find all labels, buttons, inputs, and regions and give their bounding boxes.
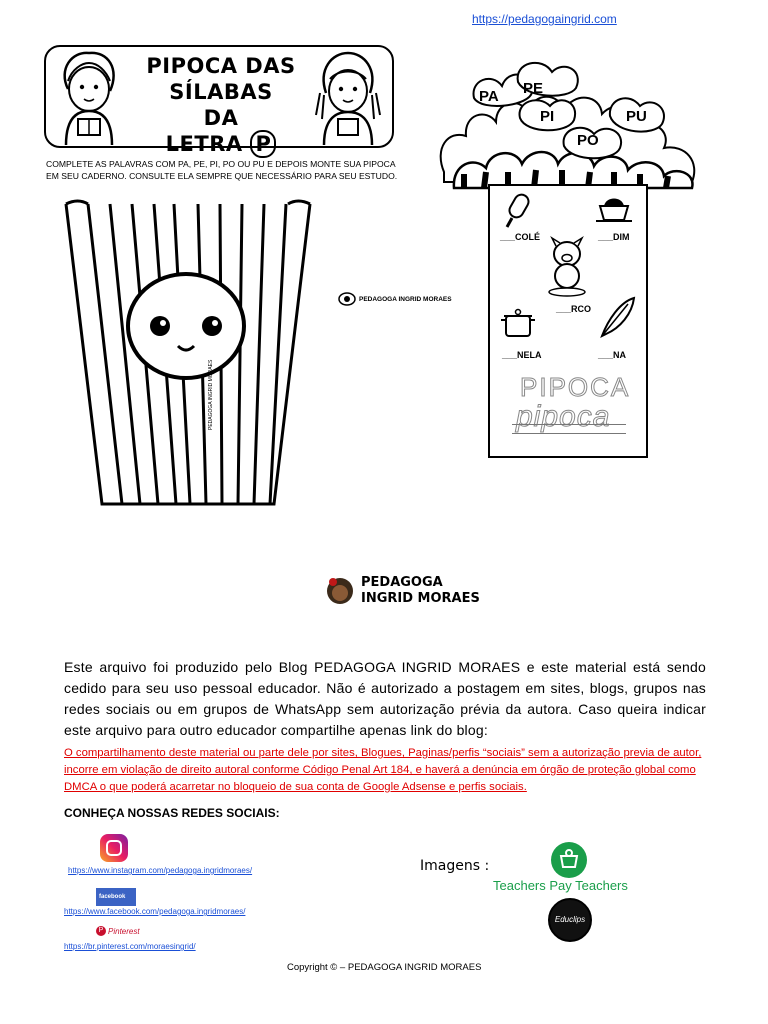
popsicle-icon	[504, 192, 538, 230]
instagram-link[interactable]: https://www.instagram.com/pedagoga.ingridmoraes/	[68, 866, 253, 875]
banner-line-2: SÍLABAS	[169, 80, 273, 104]
author-logo-line-1: PEDAGOGA	[361, 575, 443, 590]
popcorn-bucket	[58, 196, 318, 512]
trace-line	[512, 433, 626, 434]
pig-icon	[542, 234, 592, 298]
author-avatar-icon	[325, 576, 355, 606]
word-pudim: ___DIM	[598, 232, 630, 242]
small-logo	[338, 292, 452, 306]
word-pena: ___NA	[598, 350, 627, 360]
syllable-pi: PI	[540, 108, 555, 125]
small-logo-text: PEDAGOGA INGRID MORAES	[359, 295, 452, 303]
facebook-link[interactable]: https://www.facebook.com/pedagoga.ingridmoraes/	[64, 907, 246, 916]
trace-upper: PIPOCA	[520, 372, 631, 402]
trace-line	[512, 424, 626, 425]
syllable-pa: PA	[479, 88, 499, 105]
facebook-icon[interactable]: facebook	[96, 888, 136, 906]
bucket-credit: PEDAGOGA INGRID MORAES	[208, 359, 214, 430]
pinterest-link[interactable]: https://br.pinterest.com/moraesingrid/	[64, 942, 196, 951]
word-porco: ___RCO	[556, 304, 592, 314]
social-title: CONHEÇA NOSSAS REDES SOCIAIS:	[64, 806, 280, 820]
popcorn-box	[488, 184, 648, 458]
pot-icon	[498, 304, 538, 340]
title-banner	[44, 45, 394, 156]
legal-warning: O compartilhamento deste material ou parte dele por sites, Blogues, Paginas/perfis “sociais” sem a autorização previa de autor, incorre em violação de direito autoral conforme Código Penal Art 184, e haverá a denúncia em órgão de proteção global como DMCA o que poderá acarretar no bloqueio de sua conta de Google Adsense e perfis sociais.	[64, 747, 702, 793]
tpt-credit: Teachers Pay Teachers	[493, 878, 628, 893]
feather-icon	[598, 294, 638, 340]
author-logo	[325, 575, 480, 607]
syllable-pe: PE	[523, 80, 544, 97]
banner-title	[146, 53, 296, 157]
blog-link[interactable]: https://pedagogaingrid.com	[472, 12, 617, 26]
copyright-notice: Este arquivo foi produzido pelo Blog PEDAGOGA INGRID MORAES e este material está sendo cedido para seu uso pessoal educador. Não é autorizado a postagem em sites, blogs, grupos nas redes sociais ou em grupos de WhatsApp sem autorização prévia da autora. Caso queira indicar este arquivo para outro educador compartilhe apenas link do blog:	[64, 659, 706, 738]
syllable-pu: PU	[626, 108, 647, 125]
tpt-logo-icon	[550, 841, 588, 879]
boy-illustration	[54, 49, 124, 145]
instructions-text: COMPLETE AS PALAVRAS COM PA, PE, PI, PO OU PU E DEPOIS MONTE SUA PIPOCA EM SEU CADERNO. CONSULTE ELA SEMPRE QUE NECESSÁRIO PARA SEU ESTUDO.	[46, 159, 398, 181]
pinterest-label: Pinterest	[108, 926, 140, 936]
pinterest-icon[interactable]: P Pinterest	[96, 926, 140, 936]
educlips-badge: Educlips	[548, 898, 592, 942]
author-logo-line-2: INGRID MORAES	[361, 591, 480, 606]
word-panela: ___NELA	[502, 350, 542, 360]
avatar-icon	[338, 292, 356, 306]
popcorn-kernels	[434, 52, 704, 192]
instagram-icon[interactable]	[100, 834, 128, 862]
pudding-icon	[594, 194, 634, 224]
word-picole: ___COLÉ	[500, 232, 541, 242]
banner-line-1: PIPOCA DAS	[146, 54, 296, 78]
banner-letter: P	[250, 130, 276, 158]
images-credit-label: Imagens :	[420, 858, 490, 874]
banner-line-3: DA LETRA P	[146, 105, 296, 157]
syllable-po: PO	[577, 132, 599, 149]
trace-lower: pipoca	[516, 400, 611, 433]
copyright-footer: Copyright © – PEDAGOGA INGRID MORAES	[287, 962, 482, 973]
girl-illustration	[312, 49, 384, 145]
